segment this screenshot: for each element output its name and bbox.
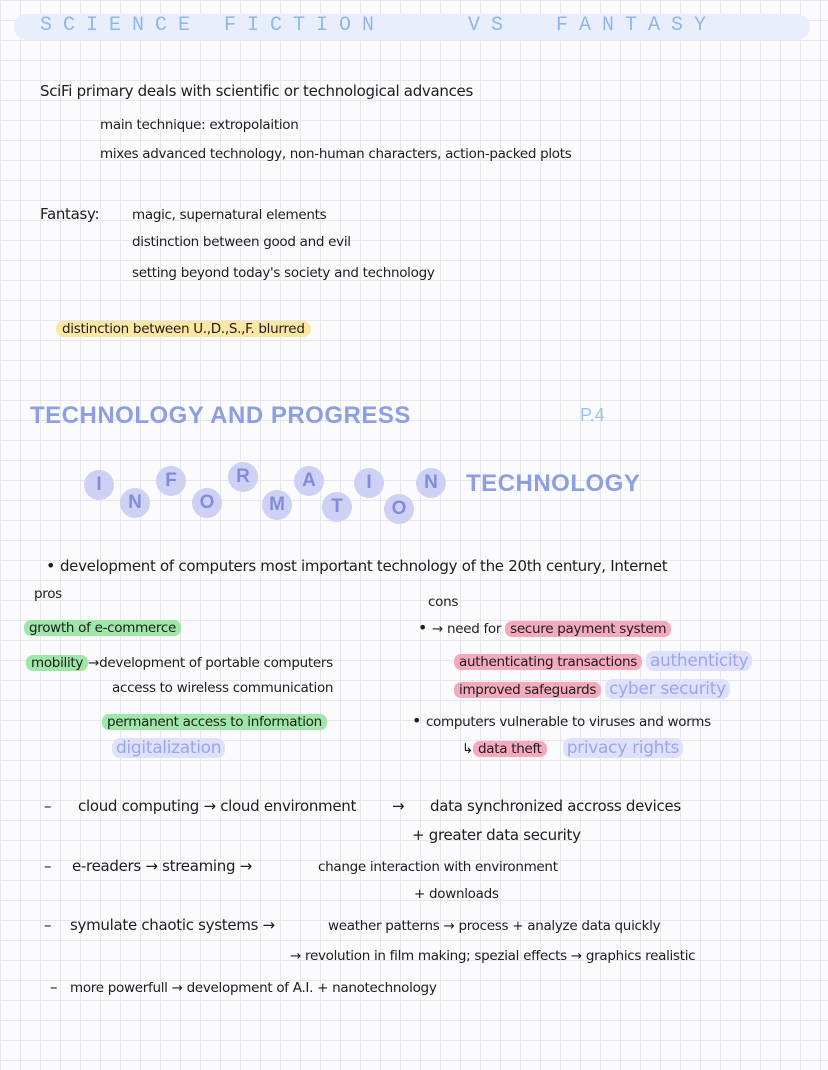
- pros-label: pros: [34, 586, 62, 602]
- list-dash-4: –: [50, 978, 58, 996]
- digitalization-highlight: digitalization: [112, 738, 225, 758]
- privacy-rights-highlight: privacy rights: [563, 738, 683, 758]
- info-letter-i: I: [84, 470, 114, 500]
- page-reference: P.4: [580, 405, 605, 425]
- list-synced: data synchronized accross devices: [430, 797, 681, 815]
- info-technology-word: TECHNOLOGY: [466, 470, 641, 497]
- list-powerful: more powerfull → development of A.I. + nanotechnology: [70, 980, 437, 996]
- info-letter-n2: N: [416, 468, 446, 498]
- title-vs: VS: [468, 14, 515, 37]
- pros-mobility: [26, 655, 333, 671]
- vulnerable-text: computers vulnerable to viruses and worms: [425, 714, 711, 730]
- authenticity-highlight: authenticity: [646, 651, 752, 671]
- list-downloads: + downloads: [414, 886, 499, 902]
- data-theft-highlight: data theft: [473, 741, 547, 757]
- pros-digitalization: [112, 738, 225, 758]
- mobility-arrow-text: →development of portable computers: [88, 655, 333, 671]
- cons-improved: [454, 679, 730, 699]
- secure-payment-highlight: secure payment system: [505, 621, 671, 637]
- cons-vulnerable: [412, 711, 711, 730]
- info-letter-r: R: [228, 462, 258, 492]
- fantasy-label: Fantasy:: [40, 205, 100, 223]
- list-film: → revolution in film making; spezial effects → graphics realistic: [290, 948, 696, 964]
- theft-prefix: ↳: [462, 741, 474, 757]
- scifi-line-1: SciFi primary deals with scientific or technological advances: [40, 82, 473, 100]
- cons-label: cons: [428, 594, 459, 610]
- list-security: + greater data security: [412, 826, 581, 844]
- info-letter-t: T: [322, 492, 352, 522]
- list-dash-2: –: [44, 857, 52, 875]
- list-interaction: change interaction with environment: [318, 859, 558, 875]
- info-letter-o2: O: [384, 494, 414, 524]
- need-prefix: → need for: [431, 621, 502, 637]
- development-text: development of computers most important technology of the 20th century, Internet: [59, 557, 668, 575]
- title-science-fiction: SCIENCE FICTION: [40, 14, 386, 37]
- info-letter-i2: I: [354, 468, 384, 498]
- info-letter-a: A: [294, 466, 324, 496]
- mobility-highlight: mobility: [26, 655, 88, 671]
- fantasy-line-3: setting beyond today's society and technology: [132, 265, 435, 281]
- list-dash-3: –: [44, 916, 52, 934]
- section-heading: TECHNOLOGY AND PROGRESS: [30, 402, 411, 429]
- info-letter-n: N: [120, 488, 150, 518]
- scifi-line-2: main technique: extropolaition: [100, 117, 299, 133]
- cons-authenticating: [454, 651, 752, 671]
- title-fantasy: FANTASY: [556, 14, 718, 37]
- growth-highlight: growth of e-commerce: [24, 620, 181, 636]
- pros-growth: [24, 620, 181, 636]
- permanent-highlight: permanent access to information: [102, 714, 327, 730]
- cons-theft: [462, 738, 683, 758]
- bullet-dot: •: [46, 556, 60, 575]
- cons-need: [418, 618, 671, 637]
- distinction-note: [56, 321, 311, 337]
- development-line: [46, 556, 667, 575]
- info-letter-o: O: [192, 488, 222, 518]
- list-weather: weather patterns → process + analyze data quickly: [328, 918, 661, 934]
- pros-permanent: [102, 714, 327, 730]
- list-arrow-1: →: [392, 797, 405, 815]
- info-letter-f: F: [156, 466, 186, 496]
- distinction-highlight: distinction between U.,D.,S.,F. blurred: [56, 321, 311, 337]
- list-cloud: cloud computing → cloud environment: [78, 797, 357, 815]
- fantasy-line-1: magic, supernatural elements: [132, 207, 327, 223]
- fantasy-line-2: distinction between good and evil: [132, 234, 351, 250]
- list-dash-1: –: [44, 797, 52, 815]
- list-chaotic: symulate chaotic systems →: [70, 916, 275, 934]
- pros-wireless: access to wireless communication: [112, 680, 334, 696]
- authenticating-highlight: authenticating transactions: [454, 654, 642, 670]
- cons-bullet-2: •: [412, 711, 426, 730]
- improved-highlight: improved safeguards: [454, 682, 601, 698]
- list-ereaders: e-readers → streaming →: [72, 857, 252, 875]
- cons-bullet: •: [418, 618, 432, 637]
- info-letter-m: M: [262, 490, 292, 520]
- cyber-security-highlight: cyber security: [605, 679, 730, 699]
- scifi-line-3: mixes advanced technology, non-human characters, action-packed plots: [100, 146, 572, 162]
